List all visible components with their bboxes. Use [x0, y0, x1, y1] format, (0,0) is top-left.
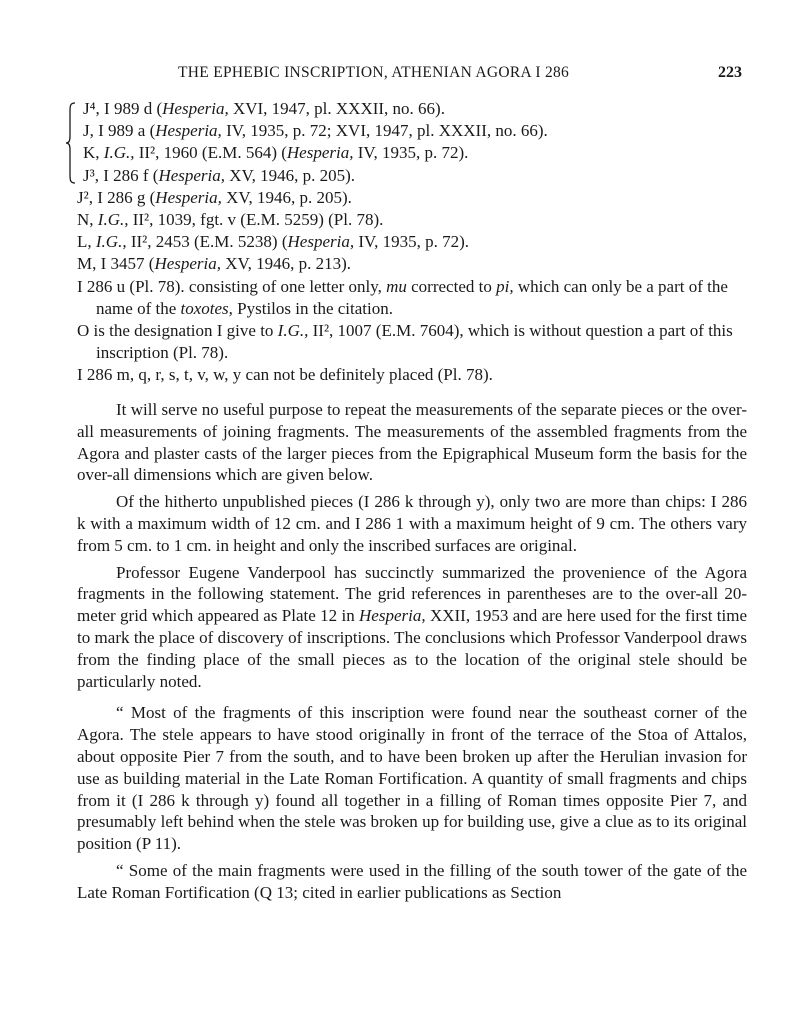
fragment-j: J, I 989 a (Hesperia, IV, 1935, p. 72; XVI, 1947, pl. XXXII, no. 66). [83, 121, 548, 141]
brace-bracket [65, 102, 77, 184]
paragraph-unpublished-pieces: Of the hitherto unpublished pieces (I 286 k through y), only two are more than chips: I 286 k with a maximum width of 12 cm. and I 286 1 with a maximum height of 9 cm. The others vary from 5 cm. to 1 cm. in height and only the inscribed surfaces are original. [77, 492, 747, 555]
quote-paragraph-1: “ Most of the fragments of this inscription were found near the southeast corner of the Agora. The stele appears to have stood originally in front of the terrace of the Stoa of Attalos, about opposite Pier 7 from the south, and to have been broken up after the Herulian invasion for use as building material in the Late Roman Fortification. A quantity of small fragments and chips from it (I 286 k through y) found all together in a filling of Roman times opposite Pier 7, and presumably left behind when the stele was broken up for building use, give a clue as to its original position (P 11). [77, 703, 747, 854]
page-number: 223 [718, 64, 742, 81]
fragment-u: I 286 u (Pl. 78). consisting of one letter only, mu corrected to pi, which can only be a part of the name of the toxotes, Pystilos in the citation. [77, 276, 728, 318]
fragment-o: O is the designation I give to I.G., II², 1007 (E.M. 7604), which is without question a part of this inscription (Pl. 78). [77, 321, 733, 363]
fragment-n: N, I.G., II², 1039, fgt. v (E.M. 5259) (Pl. 78). [77, 210, 384, 230]
fragment-list [77, 98, 757, 387]
running-head [0, 60, 805, 86]
quote-paragraph-2: “ Some of the main fragments were used in the filling of the south tower of the gate of the Late Roman Fortification (Q 13; cited in earlier publications as Section [77, 860, 747, 902]
body-text [77, 399, 747, 909]
fragment-j2: J², I 286 g (Hesperia, XV, 1946, p. 205). [77, 187, 352, 207]
fragment-j4: J⁴, I 989 d (Hesperia, XVI, 1947, pl. XXXII, no. 66). [83, 99, 445, 118]
paragraph-measurements: It will serve no useful purpose to repeat the measurements of the separate pieces or the over-all measurements of joining fragments. The measurements of the assembled fragments from the Agora and plaster casts of the larger pieces from the Epigraphical Museum form the basis for the over-all dimensions which are given below. [77, 400, 747, 485]
fragment-k: K, I.G., II², 1960 (E.M. 564) (Hesperia, IV, 1935, p. 72). [83, 143, 469, 163]
fragment-j3: J³, I 286 f (Hesperia, XV, 1946, p. 205). [83, 165, 356, 185]
running-title: THE EPHEBIC INSCRIPTION, ATHENIAN AGORA I 286 [178, 64, 570, 81]
fragment-l: L, I.G., II², 2453 (E.M. 5238) (Hesperia, IV, 1935, p. 72). [77, 232, 469, 252]
fragment-unplaced: I 286 m, q, r, s, t, v, w, y can not be definitely placed (Pl. 78). [77, 365, 493, 385]
fragment-m: M, I 3457 (Hesperia, XV, 1946, p. 213). [77, 254, 352, 274]
paragraph-provenience: Professor Eugene Vanderpool has succinctly summarized the provenience of the Agora fragments in the following statement. The grid references in parentheses are to the over-all 20-meter grid which appeared as Plate 12 in Hesperia, XXII, 1953 and are here used for the first time to mark the place of discovery of inscriptions. The conclusions which Professor Vanderpool draws from the finding place of the small pieces as to the location of the original stele should be particularly noted. [77, 562, 747, 691]
